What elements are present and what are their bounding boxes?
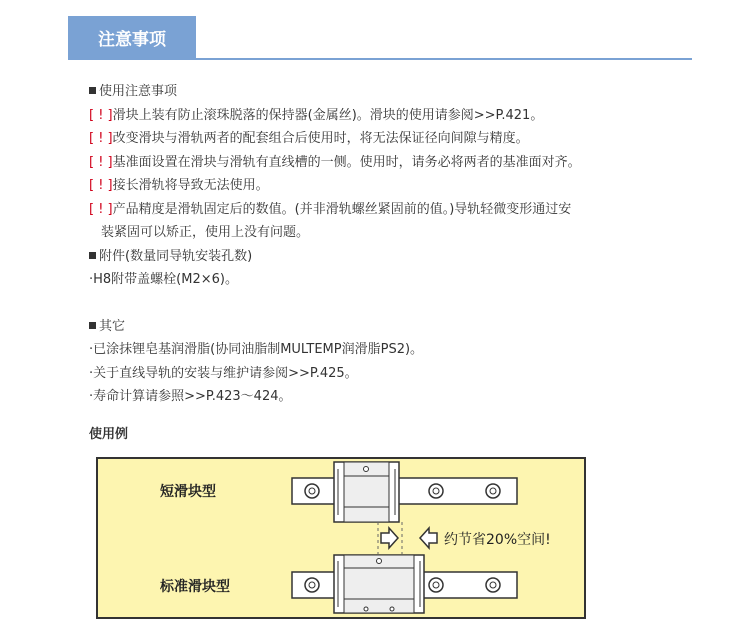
warning-mark: [ ! ] xyxy=(89,201,113,217)
rail-hole-icon xyxy=(305,578,319,592)
short-slide-block xyxy=(334,462,399,522)
arrow-right-icon xyxy=(381,528,398,548)
usage-item-2: [ ! ]改变滑块与滑轨两者的配套组合后使用时，将无法保证径向间隙与精度。 xyxy=(89,131,529,146)
standard-slide-block xyxy=(334,555,424,613)
square-bullet-icon xyxy=(89,252,96,259)
usage-item-5-continuation: 装紧固可以矫正，使用上没有问题。 xyxy=(101,225,310,240)
short-rail xyxy=(292,478,517,504)
other-item-1: ·已涂抹锂皂基润滑脂(协同油脂制MULTEMP润滑脂PS2)。 xyxy=(89,342,424,357)
warning-mark: [ ! ] xyxy=(89,131,113,146)
warning-mark: [ ! ] xyxy=(89,154,113,170)
usage-item-4: [ ! ]接长滑轨将导致无法使用。 xyxy=(89,178,269,193)
usage-heading: 使用注意事项 xyxy=(89,80,689,104)
usage-item-5: [ ! ]产品精度是滑轨固定后的数值。(并非滑轨螺丝紧固前的值。)导轨轻微变形通过安 xyxy=(89,201,572,217)
rail-hole-icon xyxy=(305,484,319,498)
space-saving-note: 约节省20%空间! xyxy=(444,532,551,548)
section-tab-title: 注意事项 xyxy=(68,16,196,58)
arrow-left-icon xyxy=(420,528,437,548)
square-bullet-icon xyxy=(89,322,96,329)
square-bullet-icon xyxy=(89,87,96,94)
other-item-3: ·寿命计算请参照>>P.423～424。 xyxy=(89,389,292,404)
rail-hole-icon xyxy=(429,578,443,592)
usage-item-1: [ ! ]滑块上装有防止滚珠脱落的保持器(金属丝)。滑块的使用请参阅>>P.421。 xyxy=(89,107,544,123)
section-tab-underline xyxy=(68,58,692,60)
rail-hole-icon xyxy=(486,484,500,498)
warning-mark: [ ! ] xyxy=(89,107,113,123)
short-block-label: 短滑块型 xyxy=(160,484,216,500)
warning-mark: [ ! ] xyxy=(89,178,113,193)
notes-content xyxy=(89,80,689,446)
accessories-heading: 附件(数量同导轨安装孔数) xyxy=(89,245,689,269)
accessories-item: ·H8附带盖螺栓(M2×6)。 xyxy=(89,272,238,287)
example-title: 使用例 xyxy=(89,426,129,442)
other-item-2: ·关于直线导轨的安装与维护请参阅>>P.425。 xyxy=(89,365,358,381)
other-heading: 其它 xyxy=(89,315,689,339)
standard-block-label: 标准滑块型 xyxy=(160,579,230,595)
rail-hole-icon xyxy=(429,484,443,498)
rail-hole-icon xyxy=(486,578,500,592)
usage-example-figure xyxy=(96,457,586,619)
usage-item-3: [ ! ]基准面设置在滑块与滑轨有直线槽的一侧。使用时，请务必将两者的基准面对齐。 xyxy=(89,154,581,170)
